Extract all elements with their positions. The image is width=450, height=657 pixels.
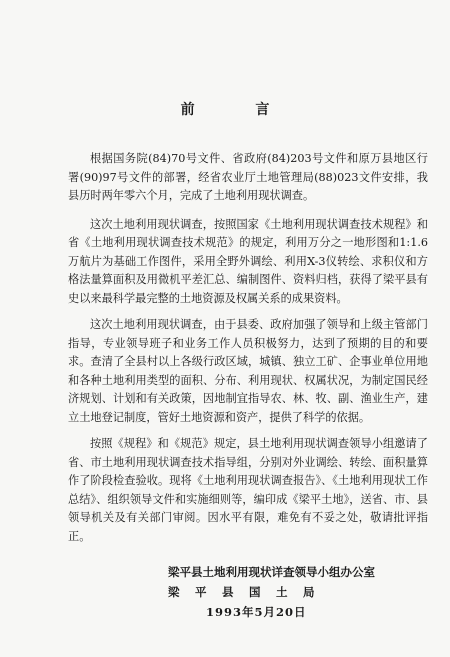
signature-org-office: 梁平县土地利用现状详查领导小组办公室 — [168, 565, 375, 579]
paragraph-3: 这次土地利用现状调查，由于县委、政府加强了领导和上级主管部门指导，专业领导班子和业务工作人员积极努力，达到了预期的目的和要求。查清了全县村以上各级行政区域，城镇、独立工矿、企事业单位用地和各种土地利用类型的面积、分布、利用现状、权属状况，为制定国民经济规划、计划和有关政策，因地制宜指导农、林、牧、副、渔业生产，建立土地登记制度，管好土地资源和资产，提供了科学的依据。 — [68, 318, 428, 424]
paragraph-2: 这次土地利用现状调查，按照国家《土地利用现状调查技术规程》和省《土地利用现状调查技术规范》的规定，利用万分之一地形图和1:1.6万航片为基础工作图件，采用全野外调绘、利用X-3仪转绘、求积仪和方格法量算面积及用微机平差汇总、编制图件、资料归档，获得了梁平县有史以来最科学最完整的土地资源及权属关系的成果资料。 — [68, 217, 428, 305]
signature-org-bureau: 梁平县国土局 — [168, 585, 330, 599]
signature-block — [168, 562, 428, 622]
document-body — [68, 150, 428, 552]
paragraph-4: 按照《规程》和《规范》规定，县土地利用现状调查领导小组邀请了省、市土地利用现状调查技术指导组，分别对外业调绘、转绘、面积量算作了阶段检查验收。现将《土地利用现状调查报告》、《土地利用现状工作总结》、组织领导文件和实施细则等，编印成《梁平土地》，送省、市、县领导机关及有关部门审阅。因水平有限，难免有不妥之处，敬请批评指正。 — [68, 437, 428, 543]
page-title: 前 言 — [180, 102, 298, 118]
signature-date: 1993年5月20日 — [206, 605, 307, 619]
paragraph-1: 根据国务院(84)70号文件、省政府(84)203号文件和原万县地区行署(90)97号文件的部署，经省农业厅土地管理局(88)023文件安排，我县历时两年零六个月，完成了土地利用现状调查。 — [68, 152, 428, 202]
